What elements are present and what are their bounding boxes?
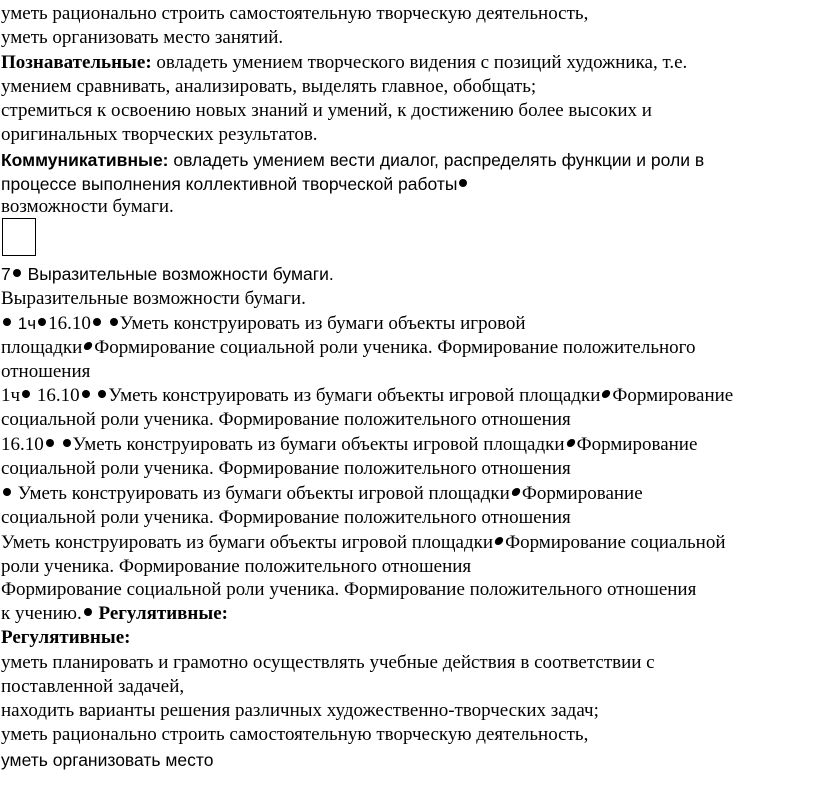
text-line [1, 408, 571, 432]
text: умением сравнивать, анализировать, выделять главное, обобщать; [1, 76, 537, 97]
text: площадки [1, 337, 83, 358]
bullet-icon [38, 318, 46, 326]
text: социальной роли ученика. Формирование положительного отношения [1, 409, 571, 430]
bullet-icon [494, 537, 504, 545]
bullet-icon [459, 179, 467, 187]
text-line [1, 172, 469, 196]
text-line [1, 602, 228, 626]
text-line [1, 723, 588, 747]
text-line [1, 287, 306, 311]
text: Формирование социальной роли ученика. Формирование положительного [94, 337, 696, 358]
text: уметь организовать место [1, 750, 214, 770]
bullet-icon [46, 439, 54, 447]
text: оригинальных творческих результатов. [1, 124, 318, 145]
text: овладеть умением творческого видения с позиций художника, т.е. [151, 52, 688, 73]
text-line [1, 626, 130, 650]
text-line [1, 578, 696, 602]
text-line [1, 699, 599, 723]
date: 16.10 [1, 434, 44, 455]
bullet-icon [63, 439, 71, 447]
text-line [1, 384, 733, 408]
text-line [1, 99, 652, 123]
text: роли ученика. Формирование положительного отношения [1, 556, 472, 577]
text: Выразительные возможности бумаги. [1, 288, 306, 309]
text-line [1, 75, 536, 99]
text-line [1, 433, 697, 457]
text: Формирование [612, 385, 734, 406]
text-line [1, 336, 696, 360]
bullet-icon [83, 342, 93, 350]
text-line [1, 195, 174, 219]
text-line [1, 482, 643, 506]
empty-box [2, 218, 36, 256]
text-line [1, 748, 213, 772]
section-heading-regulatory: Регулятивные: [93, 603, 228, 624]
text: Уметь конструировать из бумаги объекты игровой площадки [13, 483, 510, 504]
text: отношения [1, 361, 91, 382]
text-line [1, 26, 283, 50]
section-heading-cognitive: Познавательные: [1, 52, 152, 73]
text: социальной роли ученика. Формирование положительного отношения [1, 507, 571, 528]
text: уметь планировать и грамотно осуществлять учебные действия в соответствии с [1, 652, 655, 673]
text: Выразительные возможности бумаги. [22, 264, 334, 284]
lesson-number: 7 [1, 264, 11, 284]
date: 16.10 [32, 385, 80, 406]
text-line [1, 457, 571, 481]
text-line [1, 506, 571, 530]
text-line [1, 2, 588, 26]
text: поставленной задачей, [1, 676, 185, 697]
text: Уметь конструировать из бумаги объекты игровой [119, 313, 526, 334]
text-line [1, 651, 655, 675]
bullet-icon [13, 269, 21, 277]
text-line [1, 312, 526, 336]
text: уметь организовать место занятий. [1, 27, 284, 48]
text-line [1, 531, 726, 555]
text-line [1, 148, 704, 172]
bullet-icon [22, 390, 30, 398]
bullet-icon [82, 390, 90, 398]
text-line [1, 555, 471, 579]
text: Формирование социальной [505, 532, 726, 553]
text: к учению. [1, 603, 82, 624]
text: Уметь конструировать из бумаги объекты игровой площадки [72, 434, 565, 455]
text: социальной роли ученика. Формирование положительного отношения [1, 458, 571, 479]
bullet-icon [93, 318, 101, 326]
text-line [1, 360, 90, 384]
date: 16.10 [48, 313, 91, 334]
text: 1ч [17, 314, 37, 333]
text: уметь рационально строить самостоятельную творческую деятельность, [1, 3, 589, 24]
text-line [1, 51, 687, 75]
text: стремиться к освоению новых знаний и умений, к достижению более высоких и [1, 100, 652, 121]
text: находить варианты решения различных художественно-творческих задач; [1, 700, 599, 721]
text-line [1, 123, 318, 147]
text-line [1, 675, 184, 699]
text: процессе выполнения коллективной творческой работы [1, 174, 458, 194]
text: Формирование [576, 434, 698, 455]
text: овладеть умением вести диалог, распределять функции и роли в [168, 150, 705, 170]
text: возможности бумаги. [1, 196, 174, 217]
bullet-icon [98, 390, 106, 398]
bullet-icon [3, 318, 11, 326]
text: Уметь конструировать из бумаги объекты игровой площадки [1, 532, 494, 553]
bullet-icon [110, 318, 118, 326]
bullet-icon [3, 488, 11, 496]
text-line [1, 262, 334, 286]
section-heading-regulatory: Регулятивные: [1, 627, 131, 648]
bullet-icon [84, 608, 92, 616]
bullet-icon [565, 439, 575, 447]
text: Формирование социальной роли ученика. Формирование положительного отношения [1, 579, 697, 600]
text: Уметь конструировать из бумаги объекты игровой площадки [108, 385, 601, 406]
text: Формирование [521, 483, 643, 504]
bullet-icon [511, 488, 521, 496]
section-heading-communicative: Коммуникативные: [1, 150, 169, 170]
bullet-icon [601, 390, 611, 398]
text: 1ч [1, 385, 21, 406]
text: уметь рационально строить самостоятельную творческую деятельность, [1, 724, 589, 745]
